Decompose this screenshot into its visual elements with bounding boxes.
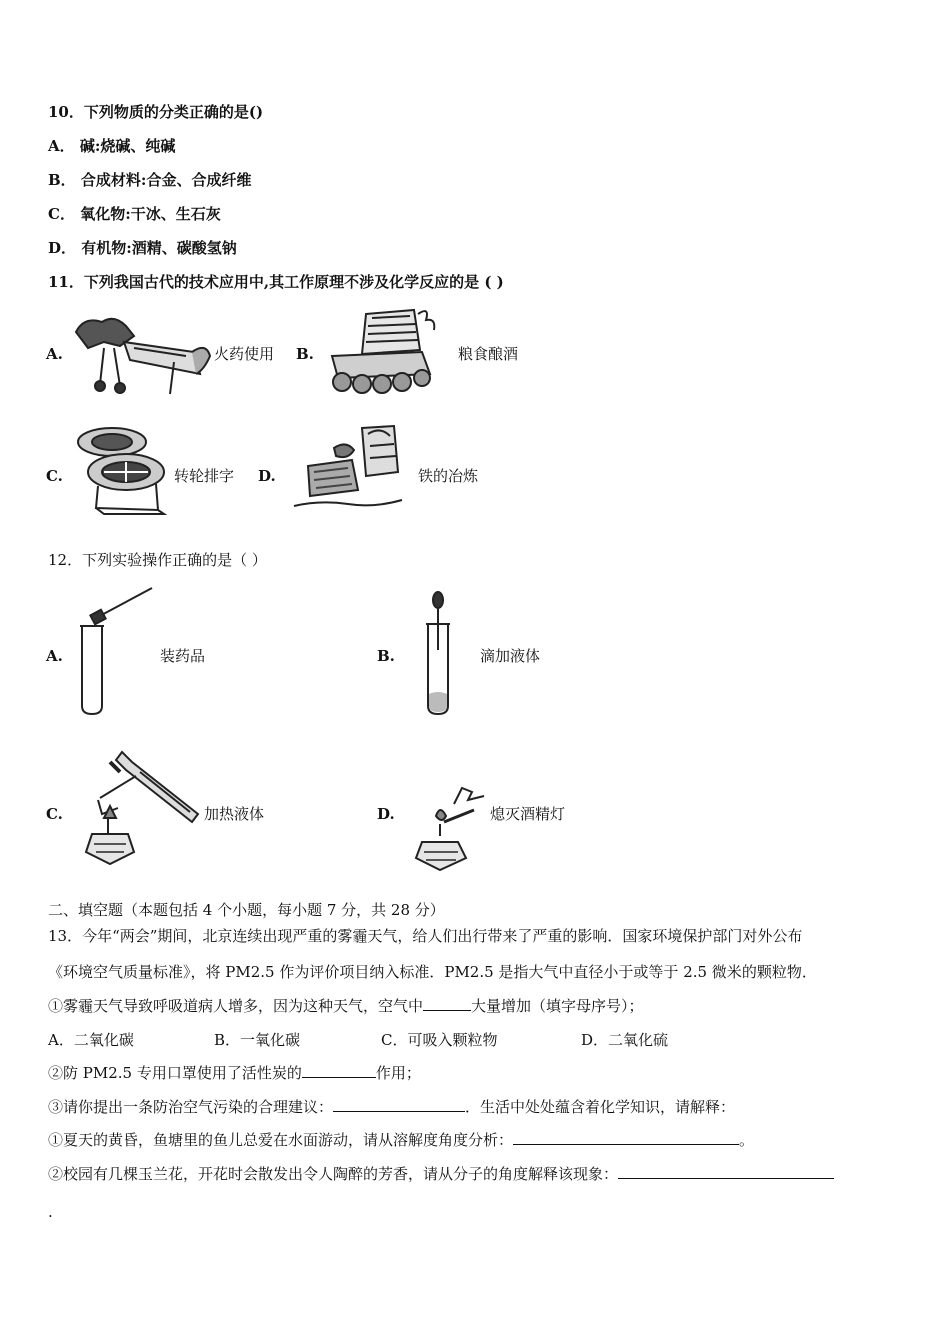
q13-sub2-blank[interactable] (302, 1063, 376, 1078)
q11-caption-a: 火药使用 (214, 345, 275, 363)
q12-option-d-letter: D. (377, 805, 395, 823)
q12-option-c-letter: C. (46, 805, 63, 823)
q13-sub1-blank[interactable] (423, 996, 471, 1011)
gunpowder-cart-illustration (74, 312, 214, 396)
heating-liquid-illustration (80, 748, 202, 868)
section2-title: 二、填空题（本题包括 4 个小题，每小题 7 分，共 28 分） (48, 901, 445, 919)
q11-caption-c: 转轮排字 (174, 467, 235, 485)
q13-sub1: ①雾霾天气导致呼吸道病人增多，因为这种天气，空气中 大量增加（填字母序号）； (48, 997, 644, 1015)
q13-sub2: ②防 PM2.5 专用口罩使用了活性炭的 作用； (48, 1064, 421, 1082)
q12-caption-a: 装药品 (160, 647, 206, 665)
q12-caption-b: 滴加液体 (480, 647, 541, 665)
q10-option-d: D． 有机物:酒精、碳酸氢钠 (48, 239, 237, 257)
q10-option-a: A． 碱:烧碱、纯碱 (48, 137, 176, 155)
q12-caption-c: 加热液体 (204, 805, 265, 823)
q13-sub4-blank[interactable] (513, 1130, 739, 1145)
iron-smelting-illustration (290, 420, 408, 512)
alcohol-lamp-extinguish-illustration (414, 782, 494, 872)
q13-sub5-blank[interactable] (618, 1164, 834, 1179)
q13-choice-c: C．可吸入颗粒物 (381, 1031, 498, 1049)
q11-option-c-letter: C. (46, 467, 63, 485)
q13-line1: 13．今年“两会”期间，北京连续出现严重的雾霾天气，给人们出行带来了严重的影响．国家环境保护部门对外公布 (48, 927, 803, 945)
dropper-test-tube-illustration (420, 590, 460, 718)
q10-option-b: B． 合成材料:合金、合成纤维 (48, 171, 252, 189)
q13-choice-b: B．一氧化碳 (214, 1031, 301, 1049)
q13-line2: 《环境空气质量标准》，将 PM2.5 作为评价项目纳入标准．PM2.5 是指大气中直径小于或等于 2.5 微米的颗粒物． (48, 963, 817, 981)
q13-end-mark: . (48, 1203, 53, 1221)
q13-sub5: ②校园有几棵玉兰花，开花时会散发出令人陶醉的芳香，请从分子的角度解释该现象： (48, 1164, 834, 1184)
q12-stem: 12．下列实验操作正确的是（ ） (48, 551, 267, 569)
q12-option-a-letter: A. (46, 647, 63, 665)
test-tube-spatula-illustration (76, 586, 156, 718)
q13-sub3: ③请你提出一条防治空气污染的合理建议： ．生活中处处蕴含着化学知识，请解释： (48, 1098, 736, 1116)
q11-option-a-letter: A. (46, 345, 63, 363)
q11-option-b-letter: B. (296, 345, 314, 363)
rotating-type-wheel-illustration (74, 420, 168, 518)
q13-sub3-blank[interactable] (333, 1097, 465, 1112)
q11-stem: 11．下列我国古代的技术应用中,其工作原理不涉及化学反应的是 ( ) (48, 273, 504, 291)
q12-option-b-letter: B. (377, 647, 395, 665)
q12-caption-d: 熄灭酒精灯 (490, 805, 566, 823)
q13-sub4: ①夏天的黄昏，鱼塘里的鱼儿总爱在水面游动，请从溶解度角度分析： 。 (48, 1131, 755, 1149)
q11-caption-b: 粮食酿酒 (458, 345, 519, 363)
q10-stem: 10．下列物质的分类正确的是() (48, 103, 264, 121)
q11-option-d-letter: D. (258, 467, 276, 485)
q10-option-c: C． 氧化物:干冰、生石灰 (48, 205, 221, 223)
wine-brewing-illustration (322, 304, 446, 400)
q13-choice-d: D．二氧化硫 (581, 1031, 669, 1049)
q13-choice-a: A．二氧化碳 (48, 1031, 134, 1049)
q11-caption-d: 铁的冶炼 (418, 467, 479, 485)
